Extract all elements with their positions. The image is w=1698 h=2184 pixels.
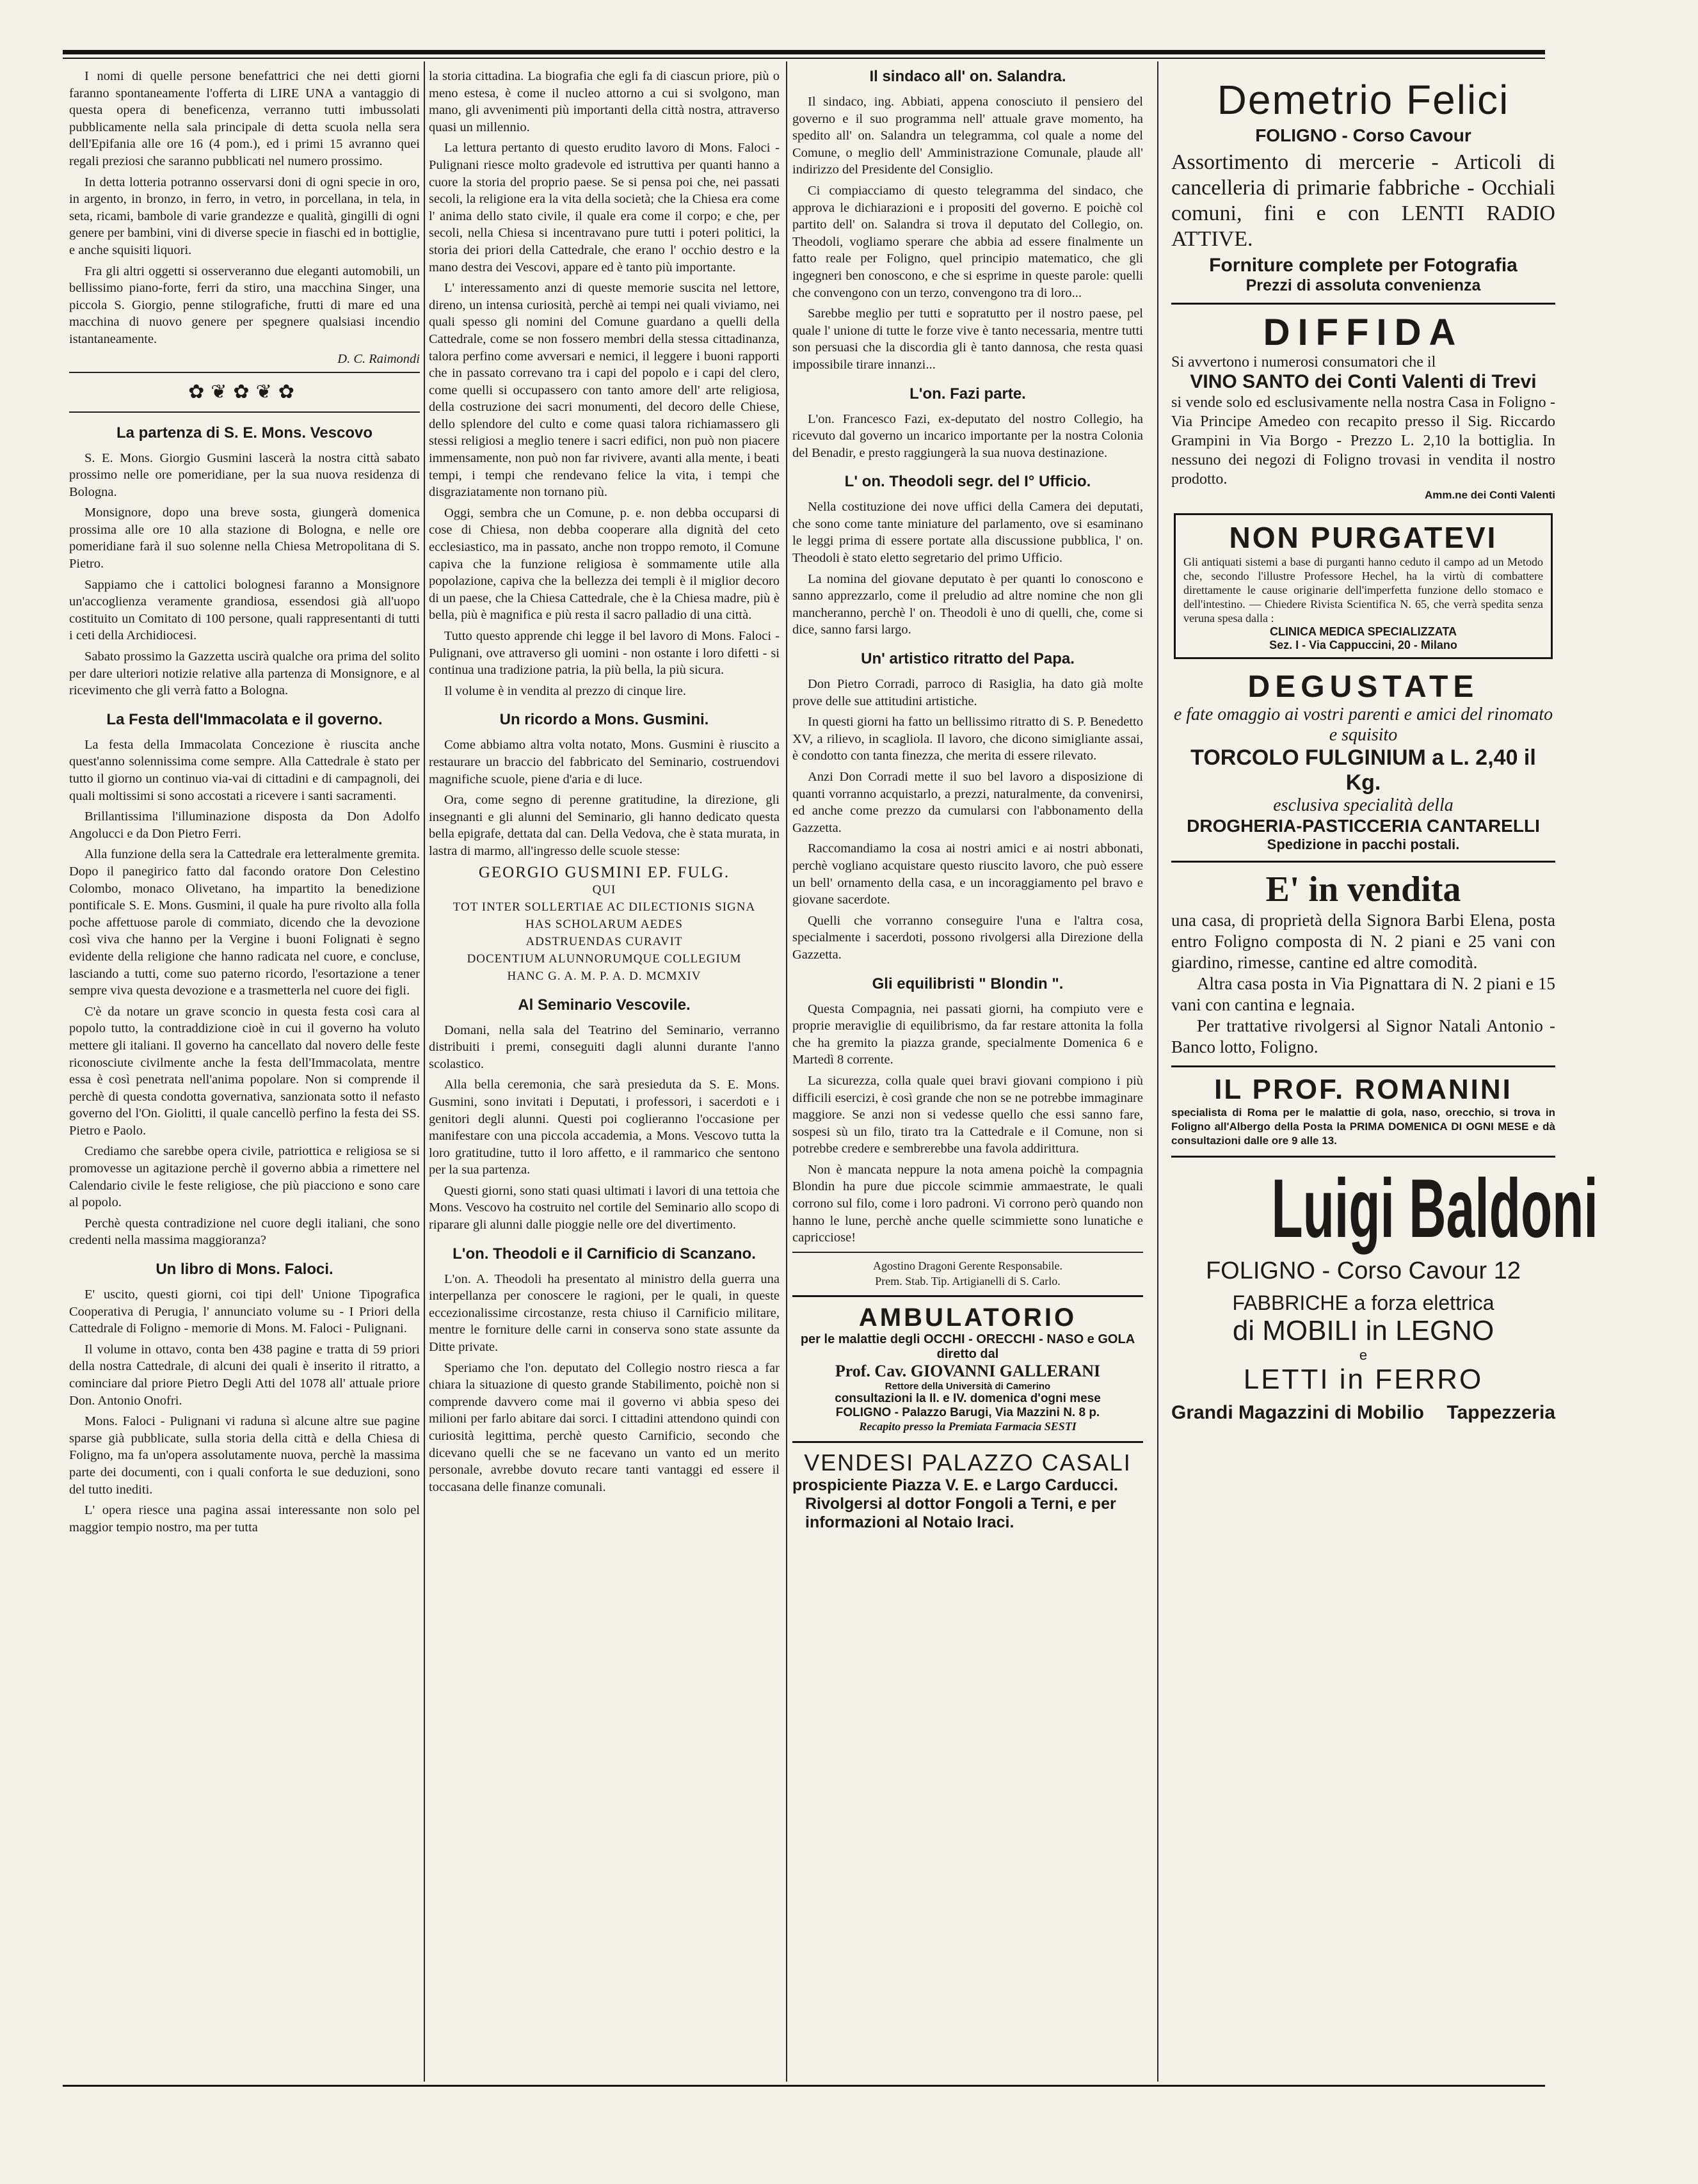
- ad-line: di MOBILI in LEGNO: [1232, 1315, 1494, 1346]
- article-paragraph: Ci compiacciamo di questo telegramma del sindaco, che approva le dichiarazioni e i propositi del governo. E poichè col partito dell' on. Salandra si trova il deputato del Collegio, on. Theodoli, vogliamo sperare che abbia ad essere finalmente un fatto reale per Foligno, quel principio matematico, che gli ingegneri ben conoscono, e che si esprime in queste parole: quelli che convengono con un terzo, convengono tra di loro...: [792, 183, 1143, 300]
- headline-blondin: Gli equilibristi " Blondin ".: [872, 975, 1064, 992]
- ad-line: consultazioni la II. e IV. domenica d'ogni mese: [835, 1391, 1101, 1405]
- ad-title: DIFFIDA: [1263, 312, 1464, 353]
- headline-theodoli: L' on. Theodoli segr. del I° Ufficio.: [844, 473, 1091, 491]
- ad-palazzo-casali: [792, 1441, 1143, 1540]
- article-paragraph: Sarebbe meglio per tutti e sopratutto per il nostro paese, pel quale l' unione di tutte le forze vive è tanto necessaria, mentre tutti son persuasi che la discordia gli è tanto dannosa, che resta quasi impossibile tirare innanzi...: [792, 307, 1143, 372]
- ad-line: CLINICA MEDICA SPECIALIZZATA: [1270, 625, 1457, 638]
- article-paragraph: Brillantissima l'illuminazione disposta da Don Adolfo Angolucci e da Don Pietro Ferri.: [69, 809, 420, 841]
- imprint: [792, 1258, 1143, 1289]
- headline-partenza: La partenza di S. E. Mons. Vescovo: [116, 424, 373, 442]
- ad-line: per le malattie degli OCCHI - ORECCHI - NASO e GOLA diretto dal: [800, 1332, 1135, 1361]
- ad-title: DEGUSTATE: [1247, 670, 1479, 704]
- bottom-rule: [63, 2085, 1545, 2087]
- article-paragraph: Il volume in ottavo, conta ben 438 pagine e tratta di 59 priori della nostra Cattedrale, di alcuni dei quali è inserito il ritratto, a cominciare dal priore Pietro Degli Atti del 1078 all' attuale priore Don. Antonio Onofri.: [69, 1342, 420, 1408]
- ad-line: TORCOLO FULGINIUM a L. 2,40 il Kg.: [1190, 745, 1536, 795]
- article-paragraph: Don Pietro Corradi, parroco di Rasiglia, ha dato già molte prove delle sue attitudini artistiche.: [792, 677, 1143, 708]
- ad-diffida: [1171, 303, 1555, 509]
- epigraph-line: TOT INTER SOLLERTIAE AC DILECTIONIS SIGNA: [453, 900, 756, 914]
- ad-line: esclusiva specialità della: [1273, 795, 1454, 815]
- epigraph-line: HAS SCHOLARUM AEDES: [525, 917, 683, 931]
- article-paragraph: Sappiamo che i cattolici bolognesi faranno a Monsignore un'accoglienza veramente grandiosa, essendosi già all'uopo costituito un Comitato di 100 persone, quali rappresentanti di tutti i ceti della Archidiocesi.: [69, 577, 420, 643]
- epigraph-line: DOCENTIUM ALUNNORUMQUE COLLEGIUM: [467, 952, 742, 966]
- ad-line: DROGHERIA-PASTICCERIA CANTARELLI: [1187, 816, 1540, 836]
- ad-line: prospiciente Piazza V. E. e Largo Carducci.: [792, 1476, 1118, 1494]
- ad-line: e fate omaggio ai vostri parenti e amici del rinomato e squisito: [1173, 705, 1553, 745]
- top-rule: [63, 50, 1545, 54]
- column-divider: [1157, 61, 1158, 2082]
- ad-line: Si avvertono i numerosi consumatori che il: [1171, 354, 1436, 371]
- ad-line: Prof. Cav. GIOVANNI GALLERANI: [835, 1361, 1101, 1380]
- article-paragraph: Ora, come segno di perenne gratitudine, la direzione, gli insegnanti e gli alunni del Seminario, gli hanno dedicato questa bella epigrafe, dettata dal can. Della Vedova, che è stata murata, in lastra di marmo, all'ingresso delle scuole stesse:: [429, 793, 780, 858]
- ad-line: Forniture complete per Fotografia: [1209, 255, 1518, 276]
- article-paragraph: S. E. Mons. Giorgio Gusmini lascerà la nostra città sabato prossimo nelle ore pomeridiane, per la sua nuova residenza di Bologna.: [69, 450, 420, 499]
- article-paragraph: Quelli che vorranno conseguire l'una e l'altra cosa, specialmente i sacerdoti, possono rivolgersi alla Direzione della Gazzetta.: [792, 913, 1143, 962]
- article-paragraph: Alla bella ceremonia, che sarà presieduta da S. E. Mons. Gusmini, sono invitati i Deputati, i professori, i sacerdoti e i genitori degli alunni. Questi poi coglieranno l'occasione per manifestare con una piccola accademia, a Mons. Vescovo tutta la loro gratitudine, tutto il loro affetto, e il rammarico che sentono per la sua partenza.: [429, 1078, 780, 1177]
- article-paragraph: L' opera riesce una pagina assai interessante non solo pel maggior tempio nostro, ma per tutta: [69, 1503, 420, 1534]
- headline-sindaco: Il sindaco all' on. Salandra.: [869, 68, 1066, 85]
- ad-title: VENDESI PALAZZO CASALI: [804, 1449, 1132, 1476]
- article-paragraph: Non è mancata neppure la nota amena poichè la compagnia Blondin ha pure due piccole scimmie ammaestrate, le quali corrono sul filo, come i loro padroni. Vi corrono però quando non hanno le lune, perchè anche quelle scimmiette sono lunatiche e capricciose!: [792, 1162, 1143, 1245]
- article-paragraph: Domani, nella sala del Teatrino del Seminario, verranno distribuiti i premi, conseguiti dagli alunni durante l'anno scolastico.: [429, 1023, 780, 1071]
- article-paragraph: Monsignore, dopo una breve sosta, giungerà domenica prossima alle ore 10 alla stazione di Bologna, e nelle ore pomeridiane farà il suo solenne nella Chiesa Metropolitana di S. Pietro.: [69, 506, 420, 571]
- article-paragraph: la storia cittadina. La biografia che egli fa di ciascun priore, più o meno estesa, è come il nucleo attorno a cui si svolgono, man mano, gli avvenimenti più importanti della città nostra, attraverso quasi un millennio.: [429, 69, 780, 134]
- article-paragraph: I nomi di quelle persone benefattrici che nei detti giorni faranno spontaneamente l'offerta di LIRE UNA a vantaggio di questa opera di beneficenza, verranno tutti imbussolati pubblicamente nella sala principale di detta scuola nella sera dell'Epifania alle ore 16 (4 pom.), ed i primi 15 avranno quei regali preziosi che saranno pubblicati nel numero prossimo.: [69, 69, 420, 168]
- ad-line: FOLIGNO - Palazzo Barugi, Via Mazzini N. 8 p.: [835, 1405, 1100, 1419]
- article-paragraph: Sabato prossimo la Gazzetta uscirà qualche ora prima del solito per dare ulteriori notizie relative alla partenza di Monsignore, e al ricevimento che gli verrà fatto a Bologna.: [69, 650, 420, 698]
- article-paragraph: Questi giorni, sono stati quasi ultimati i lavori di una tettoia che Mons. Vescovo ha costruito nel cortile del Seminario allo scopo di riparare gli alunni dalle pioggie nelle ore del divertimento.: [429, 1183, 780, 1232]
- epigraph-line: ADSTRUENDAS CURAVIT: [525, 934, 683, 948]
- article-paragraph: La nomina del giovane deputato è per quanti lo conoscono e sanno apprezzarlo, come il preludio ad altre nomine che non gli mancheranno, perchè l' on. Theodoli è uno di quelli, che, come si dice, sanno farsi largo.: [792, 571, 1143, 637]
- article-paragraph: Tutto questo apprende chi legge il bel lavoro di Mons. Faloci - Pulignani, ove attraverso gli uomini - non ostante i loro difetti - si continua una tradizione patria, la più bella, la più sicura.: [429, 629, 780, 678]
- article-paragraph: Fra gli altri oggetti si osserveranno due eleganti automobili, un bellissimo piano-forte, ferri da stiro, una macchina Singer, una piccola S. Giorgio, penne stilografiche, frutti di mare ed una macchina di nuovo genere per spegnere qualsiasi incendio istantaneamente.: [69, 264, 420, 346]
- divider: [792, 1252, 1143, 1253]
- ad-line: LETTI in FERRO: [1243, 1364, 1484, 1395]
- top-rule-thin: [63, 58, 1545, 59]
- ad-line: e: [1359, 1347, 1368, 1363]
- ad-luigi-baldoni: [1171, 1156, 1598, 1431]
- headline-festa: La Festa dell'Immacolata e il governo.: [106, 710, 383, 728]
- ad-ambulatorio: [792, 1295, 1143, 1441]
- ad-line: Rivolgersi al dottor Fongoli a Terni, e per informazioni al Notaio Iraci.: [805, 1494, 1116, 1531]
- ad-non-purgatevi: [1174, 513, 1553, 659]
- ad-text: Assortimento di mercerie - Articoli di cancelleria di primarie fabbriche - Occhiali comuni, fini e con LENTI RADIO ATTIVE.: [1171, 150, 1555, 251]
- ad-title: Demetrio Felici: [1217, 77, 1510, 123]
- article-paragraph: Nella costituzione dei nove uffici della Camera dei deputati, che sono come tante miniature del parlamento, ove si esaminano le leggi prima di essere portate alla discussione pubblica, l' on. Theodoli è stato eletto segretario del primo Ufficio.: [792, 500, 1143, 566]
- epigraph: [429, 864, 780, 985]
- signature: D. C. Raimondi: [337, 351, 420, 366]
- ad-text: Per trattative rivolgersi al Signor Natali Antonio - Banco lotto, Foligno.: [1171, 1016, 1555, 1056]
- ad-signature: Amm.ne dei Conti Valenti: [1424, 489, 1555, 501]
- gerente-line: Agostino Dragoni Gerente Responsabile.: [873, 1259, 1062, 1272]
- ad-line: Recapito presso la Premiata Farmacia SESTI: [859, 1419, 1077, 1433]
- ad-title: Luigi Baldoni: [1271, 1161, 1598, 1255]
- ad-text: specialista di Roma per le malattie di gola, naso, orecchio, si trova in Foligno all'Albergo della Posta la PRIMA DOMENICA DI OGNI MESE e dà consultazioni dalle ore 9 alle 13.: [1171, 1106, 1555, 1147]
- article-paragraph: Crediamo che sarebbe opera civile, patriottica e religiosa se si promovesse un agitazione perchè il governo abbia a rimettere nel Calendario civile le feste religiose, che più piacciono e sono care al popolo.: [69, 1144, 420, 1210]
- headline-libro: Un libro di Mons. Faloci.: [156, 1261, 333, 1279]
- printer-line: Prem. Stab. Tip. Artigianelli di S. Carlo.: [875, 1274, 1061, 1287]
- article-paragraph: In detta lotteria potranno osservarsi doni di ogni specie in oro, in argento, in bronzo, in ferro, in vetro, in porcellana, in tela, in seta, ricami, bambole di varie grandezze e qualità, gingilli di ogni genere per bambini, vini di diverse specie in fiaschi ed in bottiglie, e anche squisiti liquori.: [69, 175, 420, 257]
- article-paragraph: L'on. Francesco Fazi, ex-deputato del nostro Collegio, ha ricevuto dal governo un incarico importante per la nostra Colonia del Benadir, e presto raggiungerà la sua nuova destinazione.: [792, 411, 1143, 460]
- ad-line: FOLIGNO - Corso Cavour: [1255, 125, 1471, 145]
- epigraph-line: HANC G. A. M. P. A. D. MCMXIV: [507, 969, 701, 983]
- article-paragraph: L' interessamento anzi di queste memorie suscita nel lettore, direno, un intensa curiosità, perchè ai tempi nei quali viviamo, nei quali spesso gli nomini del Comune guardano a quelli della Cattedrale, come se non fossero membri della stessa cittadinanza, talora perfino come avversari e nemici, il leggere i buoni rapporti che in passato correvano tra i capi del popolo e i capi del clero, come quelli si occupassero con tanto amore dell' arte religiosa, della costruzione dei sacri monumenti, del decoro delle Chiese, dello splendore del culto e come quasi talora richiamassero gli stessi religiosi a meglio tenere i sacri edifici, non può non piacere immensamente, non può non far rivivere, avanti alla mente, i beati tempi, i tempi che rendevano felice la vita, i tempi che disgraziatamente non tornano più.: [429, 281, 780, 500]
- ad-text: Gli antiquati sistemi a base di purganti hanno ceduto il campo ad un Metodo che, secondo l'illustre Professore Hechel, ha la virtù di combattere direttamente le cause originarie dell'imperfetta funzione dello stomaco e dell'intestino. — Chiedere Rivista Scientifica N. 65, che verrà spedita senza veruna spesa dalla :: [1183, 555, 1543, 625]
- article-paragraph: L'on. A. Theodoli ha presentato al ministro della guerra una interpellanza per conoscere le ragioni, per le quali, in queste eccezionalissime circostanze, resta chiuso il Carnificio militare, mentre le forniture delle carni in conserva sono state assunte da Ditte private.: [429, 1271, 780, 1355]
- ad-degustate: [1171, 663, 1555, 861]
- column-divider: [424, 61, 425, 2082]
- article-paragraph: C'è da notare un grave sconcio in questa festa così cara al popolo tutto, la contraddizione cioè in cui il governo ha voluto mettere gli italiani. Il governo ha cancellato dal novero delle feste riconosciute civilmente anche la festa dell'Immacolata, mentre essa è così penetrata nell'anima popolare. Non si comprende il perchè di questa condotta governativa, sanzionata sotto il nefasto governo del l'On. Giolitti, il quale cancellò perfino la festa dei SS. Pietro e Paolo.: [69, 1004, 420, 1138]
- ad-line: FOLIGNO - Corso Cavour 12: [1205, 1257, 1521, 1284]
- ad-line: FABBRICHE a forza elettrica: [1232, 1291, 1494, 1314]
- ad-title: AMBULATORIO: [858, 1303, 1077, 1332]
- article-paragraph: Questa Compagnia, nei passati giorni, ha compiuto vere e proprie meraviglie di equilibrismo, da far restare attonita la folla che ha gremito la piazza grande, specialmente Domenica 6 e Martedì 8 corrente.: [792, 1001, 1143, 1067]
- ad-line: Prezzi di assoluta convenienza: [1245, 276, 1481, 294]
- ad-demetrio-felici: [1171, 68, 1555, 303]
- article-paragraph: Alla funzione della sera la Cattedrale era letteralmente gremita. Dopo il panegirico fatto dal facondo oratore Don Celestino Colombo, monaco Olivetano, ha impartito la benedizione pontificale S. E. Mons. Gusmini, il quale ha pure rivolto alla folla poche affettuose parole di commiato, dicendo che la devozione così viva che hanno per la Vergine i buoni Folignati è segno evidente della religione che hanno radicata nel cuore, e concluse, lasciando a tutti, come suo paterno ricordo, l'esortazione a tener sempre viva questa devozione e a trasmetterla nel cuore dei figli.: [69, 847, 420, 998]
- article-paragraph: La lettura pertanto di questo erudito lavoro di Mons. Faloci - Pulignani riesce molto gradevole ed istruttiva per quanti hanno a cuore la storia del proprio paese. Se si pensa poi che, nei passati secoli, la religione era la vita della società; che la Chiesa era come l' anima dello stato civile, il quale era come il corpo; e che, per secoli, nella Chiesa si incentravano pure tutti i poteri politici, la storia dei priori della Cattedrale, che erano l' occhio destro e la mano destra dei Vescovi, appare ed è tanto più importante.: [429, 141, 780, 275]
- ad-romanini: [1171, 1065, 1555, 1156]
- ad-line: Grandi Magazzini di Mobilio: [1171, 1402, 1424, 1423]
- headline-carnificio: L'on. Theodoli e il Carnificio di Scanzano.: [453, 1245, 756, 1263]
- ad-line: Tappezzeria: [1446, 1402, 1555, 1423]
- article-paragraph: Come abbiamo altra volta notato, Mons. Gusmini è riuscito a restaurare un braccio del fabbricato del Seminario, costruendovi magnifiche scuole, piene d'aria e di luce.: [429, 738, 780, 786]
- article-paragraph: Mons. Faloci - Pulignani vi raduna sì alcune altre sue pagine sparse già pubblicate, sulla storia della città e della Chiesa di Foligno, ma fa un'opera assolutamente nuova, perchè la massima parte dei documenti, con i quali conforta le sue deduzioni, sono del tutto inediti.: [69, 1414, 420, 1497]
- article-paragraph: La festa della Immacolata Concezione è riuscita anche quest'anno solennissima come sempre. Alla Cattedrale è stato per tutto il giorno un continuo via-vai di cittadini e di campagnoli, dei quali moltissimi si sono accostati a ricevere i santi sacramenti.: [69, 737, 420, 803]
- epigraph-line: GEORGIO GUSMINI EP. FULG.: [478, 863, 730, 881]
- ad-title: NON PURGATEVI: [1229, 521, 1498, 554]
- headline-fazi: L'on. Fazi parte.: [909, 385, 1026, 403]
- article-paragraph: Il volume è in vendita al prezzo di cinque lire.: [444, 683, 686, 698]
- column-1: [69, 68, 420, 2080]
- article-paragraph: Raccomandiamo la cosa ai nostri amici e ai nostri abbonati, perchè vogliano acquistare questo riuscito lavoro, che può essere un bell' ornamento della casa, e un incoraggiamento pel bravo e giovane sacerdote.: [792, 841, 1143, 907]
- ad-text: si vende solo ed esclusivamente nella nostra Casa in Foligno - Via Principe Amedeo con recapito presso il Sig. Riccardo Grampini in Via Borgo - Prezzo L. 2,10 la bottiglia. In nessuno dei negozi di Foligno trovasi in vendita il nostro prodotto.: [1171, 394, 1555, 488]
- column-3: [792, 68, 1143, 2080]
- ornament-divider: ✿❦✿❦✿: [69, 372, 420, 413]
- article-paragraph: Speriamo che l'on. deputato del Collegio nostro riesca a far chiara la situazione di questo grande Stabilimento, poichè non si comprende davvero come mai il governo vi abbia speso dei milioni per farlo abitare dai sorci. I cittadini attendono quindi con curiosità legittima, perchè questo Carnificio, secondo che dicevano quelli che se ne facevano un vanto ed un merito personale, avrebbe dovuto recare tanti vantaggi ed essere il toccasana delle finanze comunali.: [429, 1360, 780, 1494]
- column-divider: [786, 61, 787, 2082]
- headline-ricordo: Un ricordo a Mons. Gusmini.: [499, 711, 709, 729]
- ad-text: Altra casa posta in Via Pignattara di N. 2 piani e 15 vani con cantina e legnaia.: [1171, 974, 1555, 1014]
- ad-title: IL PROF. ROMANINI: [1214, 1074, 1512, 1105]
- headline-ritratto: Un' artistico ritratto del Papa.: [861, 650, 1075, 668]
- ad-line: VINO SANTO dei Conti Valenti di Trevi: [1190, 371, 1537, 392]
- article-paragraph: Il sindaco, ing. Abbiati, appena conosciuto il pensiero del governo e il suo programma nell' attuale grave momento, ha spedito all' on. Salandra un telegramma, col quale a nome del Comune, o meglio dell' Amministrazione Comunale, plaude all' indirizzo del Presidente del Consiglio.: [792, 95, 1143, 177]
- ad-line: Spedizione in pacchi postali.: [1267, 836, 1460, 852]
- article-paragraph: In questi giorni ha fatto un bellissimo ritratto di S. P. Benedetto XV, a rilievo, in scagliola. Il lavoro, che dicono simigliante assai, è condotto con tanta finezza, che merita di essere rilevato.: [792, 715, 1143, 763]
- column-ads: [1171, 68, 1598, 2080]
- article-paragraph: E' uscito, questi giorni, coi tipi dell' Unione Tipografica Cooperativa di Perugia, l' annunciato volume su - I Priori della Cattedrale di Foligno - memorie di Mons. M. Faloci - Pulignani.: [69, 1287, 420, 1336]
- ad-line: Sez. I - Via Cappuccini, 20 - Milano: [1269, 639, 1457, 651]
- article-paragraph: Oggi, sembra che un Comune, p. e. non debba occuparsi di cose di Chiesa, non debba cooperare alla dignità del ceto ecclesiastico, ma in passato, anche non troppo remoto, il Comune capiva che la funzione religiosa è sommamente utile alla popolazione, capiva che la bellezza dei templi è il miglior decoro di un paese, che la Chiesa Cattedrale, che è la Chiesa madre, più è bella, più è magnifica e più resta il sacro palladio di una città.: [429, 506, 780, 623]
- ad-title: E' in vendita: [1265, 870, 1461, 909]
- epigraph-line: QUI: [592, 882, 616, 897]
- article-paragraph: Perchè questa contradizione nel cuore degli italiani, che sono credenti nella massima maggioranza?: [69, 1216, 420, 1248]
- ad-text: una casa, di proprietà della Signora Barbi Elena, posta entro Foligno composta di N. 2 piani e 25 vani con giardino, rimesse, cantine ed altre comodità.: [1171, 911, 1555, 972]
- ad-line: Rettore della Università di Camerino: [885, 1380, 1051, 1392]
- ad-in-vendita: [1171, 861, 1555, 1065]
- article-paragraph: La sicurezza, colla quale quei bravi giovani compiono i più difficili esercizi, è così grande che non se ne potrebbe immaginare maggiore. Se anzi non si vedesse quello che essi sanno fare, sospesi sù un filo, tirato tra la Cattedrale e il Comune, non si potrebbe credere e sembrerebbe una favola addirittura.: [792, 1073, 1143, 1156]
- column-2: [429, 68, 780, 2080]
- article-paragraph: Anzi Don Corradi mette il suo bel lavoro a disposizione di quanti vorranno acquistarlo, a prezzi, naturalmente, da convenirsi, ed anche come prezzo da cumularsi con l'abbonamento della Gazzetta.: [792, 770, 1143, 835]
- headline-seminario: Al Seminario Vescovile.: [518, 996, 691, 1014]
